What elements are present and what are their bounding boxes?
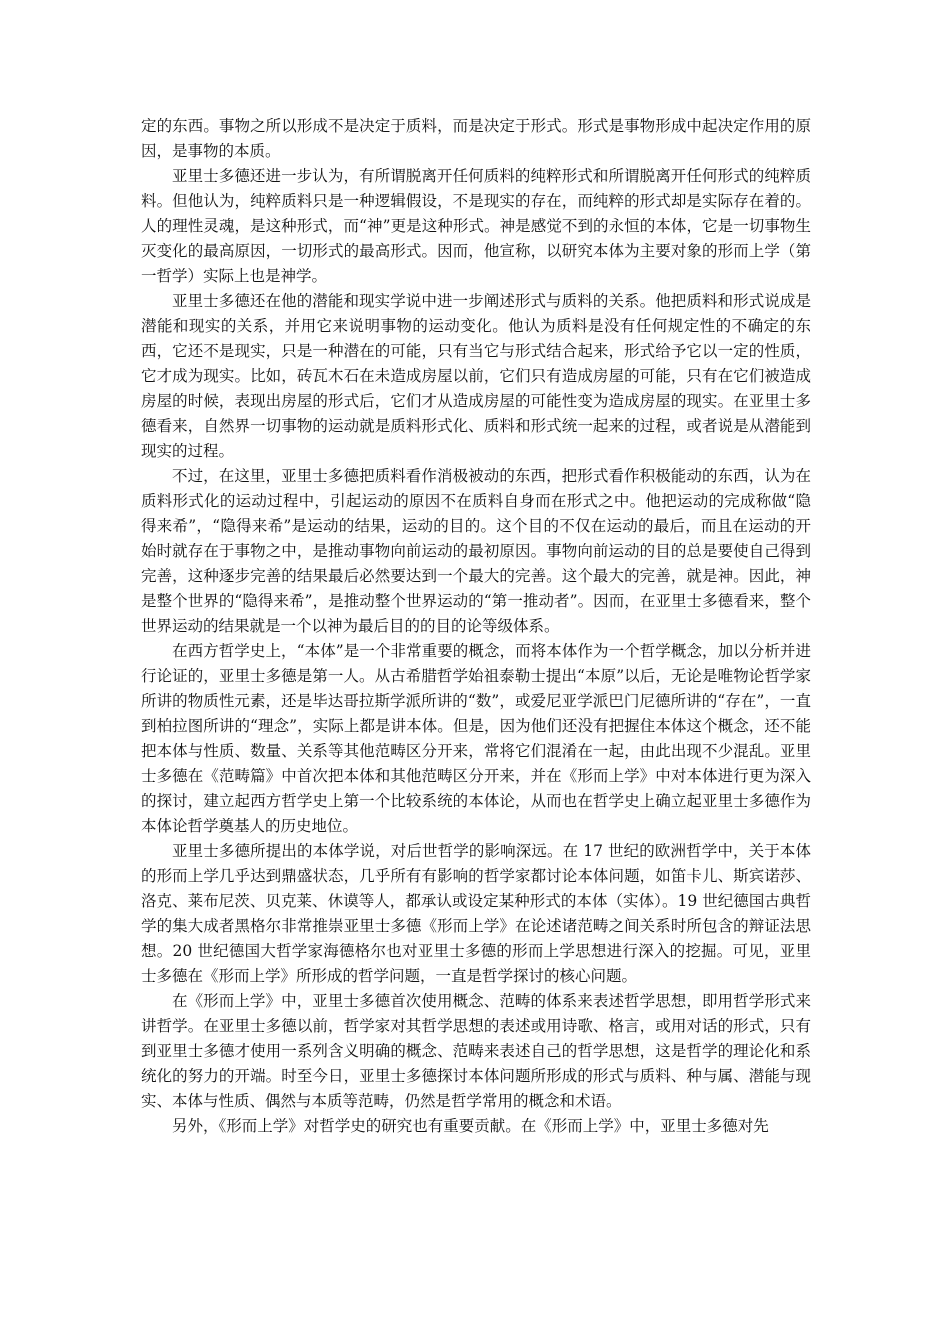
paragraph-1: 定的东西。事物之所以形成不是决定于质料，而是决定于形式。形式是事物形成中起决定作用的原因，是事物的本质。	[141, 117, 811, 160]
paragraph-2: 亚里士多德还进一步认为，有所谓脱离开任何质料的纯粹形式和所谓脱离开任何形式的纯粹质料。但他认为，纯粹质料只是一种逻辑假设，不是现实的存在，而纯粹的形式却是实际存在着的。人的理性灵魂，是这种形式，而“神”更是这种形式。神是感觉不到的永恒的本体，它是一切事物生灭变化的最高原因，一切形式的最高形式。因而，他宣称，以研究本体为主要对象的形而上学（第一哲学）实际上也是神学。	[141, 167, 811, 285]
paragraph-4: 不过，在这里，亚里士多德把质料看作消极被动的东西，把形式看作积极能动的东西，认为在质料形式化的运动过程中，引起运动的原因不在质料自身而在形式之中。他把运动的完成称做“隐得来希”，“隐得来希”是运动的结果，运动的目的。这个目的不仅在运动的最后，而且在运动的开始时就存在于事物之中，是推动事物向前运动的最初原因。事物向前运动的目的总是要使自己得到完善，这种逐步完善的结果最后必然要达到一个最大的完善。这个最大的完善，就是神。因此，神是整个世界的“隐得来希”，是推动整个世界运动的“第一推动者”。因而，在亚里士多德看来，整个世界运动的结果就是一个以神为最后目的的目的论等级体系。	[141, 467, 811, 635]
paragraph-8: 另外，《形而上学》对哲学史的研究也有重要贡献。在《形而上学》中，亚里士多德对先	[172, 1117, 769, 1135]
paragraph-3: 亚里士多德还在他的潜能和现实学说中进一步阐述形式与质料的关系。他把质料和形式说成是潜能和现实的关系，并用它来说明事物的运动变化。他认为质料是没有任何规定性的不确定的东西，它还不是现实，只是一种潜在的可能，只有当它与形式结合起来，形式给予它以一定的性质，它才成为现实。比如，砖瓦木石在未造成房屋以前，它们只有造成房屋的可能，只有在它们被造成房屋的时候，表现出房屋的形式后，它们才从造成房屋的可能性变为造成房屋的现实。在亚里士多德看来，自然界一切事物的运动就是质料形式化、质料和形式统一起来的过程，或者说是从潜能到现实的过程。	[141, 292, 811, 460]
document-body	[141, 114, 811, 1139]
paragraph-5: 在西方哲学史上，“本体”是一个非常重要的概念，而将本体作为一个哲学概念，加以分析并进行论证的，亚里士多德是第一人。从古希腊哲学始祖泰勒士提出“本原”以后，无论是唯物论哲学家所讲的物质性元素，还是毕达哥拉斯学派所讲的“数”，或爱尼亚学派巴门尼德所讲的“存在”，一直到柏拉图所讲的“理念”，实际上都是讲本体。但是，因为他们还没有把握住本体这个概念，还不能把本体与性质、数量、关系等其他范畴区分开来，常将它们混淆在一起，由此出现不少混乱。亚里士多德在《范畴篇》中首次把本体和其他范畴区分开来，并在《形而上学》中对本体进行更为深入的探讨，建立起西方哲学史上第一个比较系统的本体论，从而也在哲学史上确立起亚里士多德作为本体论哲学奠基人的历史地位。	[141, 642, 811, 835]
paragraph-6: 亚里士多德所提出的本体学说，对后世哲学的影响深远。在 17 世纪的欧洲哲学中，关于本体的形而上学几乎达到鼎盛状态，几乎所有有影响的哲学家都讨论本体问题，如笛卡儿、斯宾诺莎、洛克、莱布尼茨、贝克莱、休谟等人，都承认或设定某种形式的本体（实体）。19 世纪德国古典哲学的集大成者黑格尔非常推崇亚里士多德《形而上学》在论述诸范畴之间关系时所包含的辩证法思想。20 世纪德国大哲学家海德格尔也对亚里士多德的形而上学思想进行深入的挖掘。可见，亚里士多德在《形而上学》所形成的哲学问题，一直是哲学探讨的核心问题。	[141, 842, 811, 985]
paragraph-7: 在《形而上学》中，亚里士多德首次使用概念、范畴的体系来表述哲学思想，即用哲学形式来讲哲学。在亚里士多德以前，哲学家对其哲学思想的表述或用诗歌、格言，或用对话的形式，只有到亚里士多德才使用一系列含义明确的概念、范畴来表述自己的哲学思想，这是哲学的理论化和系统化的努力的开端。时至今日，亚里士多德探讨本体问题所形成的形式与质料、种与属、潜能与现实、本体与性质、偶然与本质等范畴，仍然是哲学常用的概念和术语。	[141, 992, 811, 1110]
